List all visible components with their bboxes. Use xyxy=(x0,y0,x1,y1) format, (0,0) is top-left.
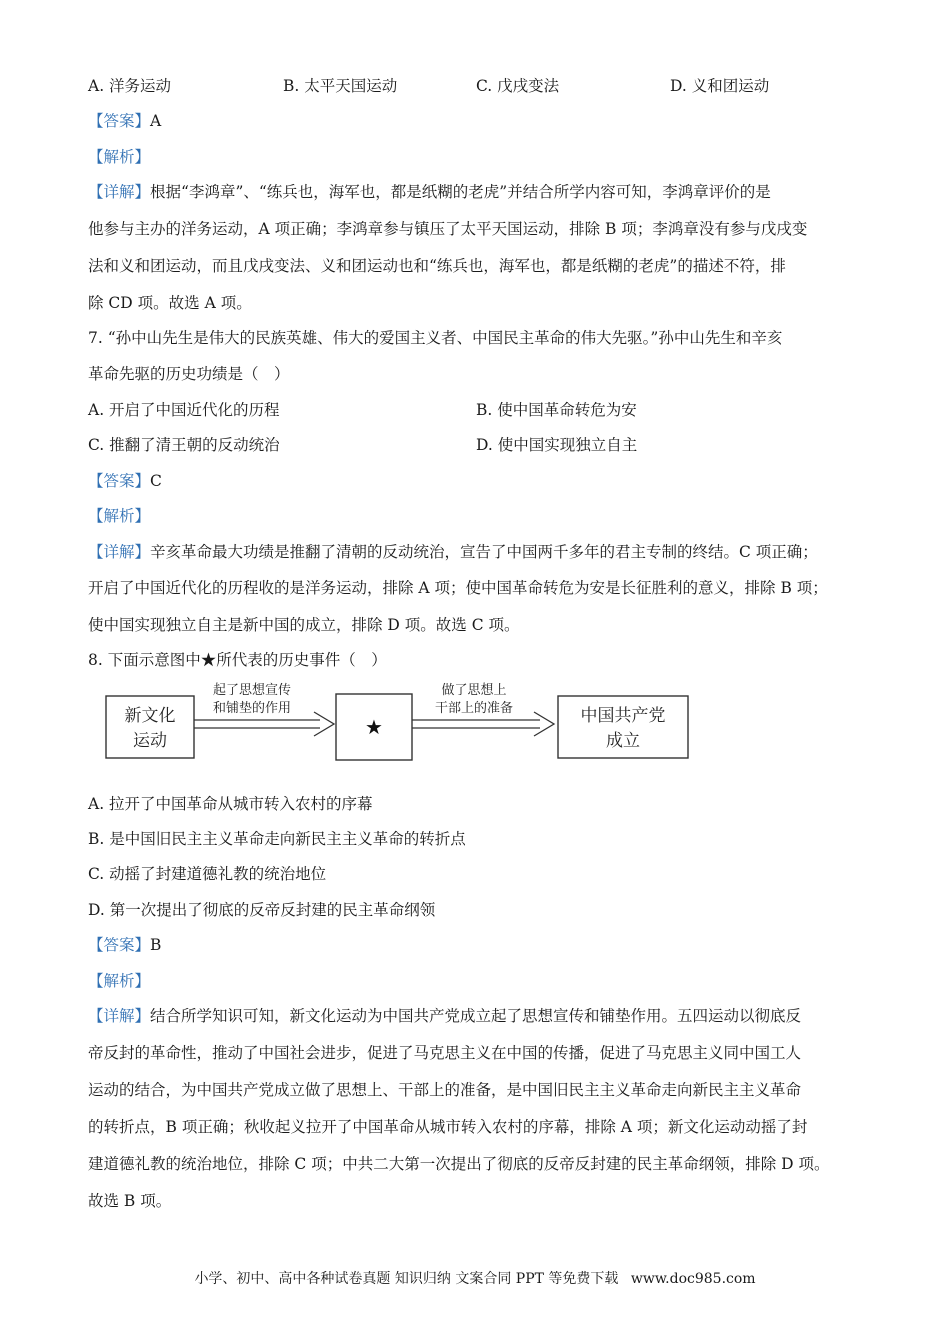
detail-tag: 【详解】 xyxy=(88,543,151,561)
answer-tag: 【答案】 xyxy=(88,472,151,490)
q8-detail-line: 【详解】结合所学知识可知，新文化运动为中国共产党成立起了思想宣传和铺垫作用。五四运动以彻底反 xyxy=(88,1007,802,1025)
detail-tag: 【详解】 xyxy=(88,1007,151,1025)
q6-option-a: A. 洋务运动 xyxy=(88,77,172,95)
q7-stem: 7. “孙中山先生是伟大的民族英雄、伟大的爱国主义者、中国民主革命的伟大先驱。”孙中山先生和辛亥 xyxy=(88,329,783,347)
q8-option-c: C. 动摇了封建道德礼教的统治地位 xyxy=(88,865,327,883)
q6-detail-line: 【详解】根据“李鸿章”、“练兵也，海军也，都是纸糊的老虎”并结合所学内容可知，李鸿章评价的是 xyxy=(88,183,771,201)
q6-option-c: C. 戊戌变法 xyxy=(476,77,560,95)
box3-line2: 成立 xyxy=(606,731,640,751)
q8-diagram xyxy=(88,676,708,776)
answer-value: B xyxy=(150,936,162,954)
q7-option-b: B. 使中国革命转危为安 xyxy=(476,401,637,419)
q6-option-d: D. 义和团运动 xyxy=(670,77,770,95)
detail-tag: 【详解】 xyxy=(88,183,151,201)
q8-detail-line: 运动的结合，为中国共产党成立做了思想上、干部上的准备，是中国旧民主主义革命走向新民主主义革命 xyxy=(88,1081,802,1099)
q7-option-d: D. 使中国实现独立自主 xyxy=(476,436,638,454)
box3-line1: 中国共产党 xyxy=(580,706,666,726)
box1-line2: 运动 xyxy=(133,731,167,751)
arrow1-label-line2: 和铺垫的作用 xyxy=(212,701,292,716)
q6-options xyxy=(88,76,878,96)
q7-option-c: C. 推翻了清王朝的反动统治 xyxy=(88,436,280,454)
arrow1-label-line1: 起了思想宣传 xyxy=(212,683,292,698)
q7-option-a: A. 开启了中国近代化的历程 xyxy=(88,401,280,419)
answer-tag: 【答案】 xyxy=(88,112,151,130)
arrow2-label-line1: 做了思想上 xyxy=(441,683,507,698)
footer-link[interactable]: www.doc985.com xyxy=(630,1271,756,1287)
q6-answer xyxy=(88,111,161,131)
q7-detail-line: 开启了中国近代化的历程收的是洋务运动，排除 A 项；使中国革命转危为安是长征胜利的意义，排除 B 项； xyxy=(88,579,828,597)
q8-option-a: A. 拉开了中国革命从城市转入农村的序幕 xyxy=(88,795,373,813)
q7-detail-line: 【详解】辛亥革命最大功绩是推翻了清朝的反动统治，宣告了中国两千多年的君主专制的终结。C 项正确； xyxy=(88,543,818,561)
answer-value: C xyxy=(150,472,162,490)
q7-stem: 革命先驱的历史功绩是（ ） xyxy=(88,365,290,383)
q7-options-row xyxy=(88,435,878,455)
q8-option-b: B. 是中国旧民主主义革命走向新民主主义革命的转折点 xyxy=(88,830,466,848)
q8-stem: 8. 下面示意图中★所代表的历史事件（ ） xyxy=(88,651,387,669)
q6-analysis-tag: 【解析】 xyxy=(88,148,151,166)
q7-answer xyxy=(88,471,162,491)
page-footer xyxy=(0,1268,950,1288)
answer-tag: 【答案】 xyxy=(88,936,151,954)
q7-analysis-tag: 【解析】 xyxy=(88,507,151,525)
q7-detail-line: 使中国实现独立自主是新中国的成立，排除 D 项。故选 C 项。 xyxy=(88,616,520,634)
q6-option-b: B. 太平天国运动 xyxy=(283,77,398,95)
q6-detail-line: 除 CD 项。故选 A 项。 xyxy=(88,294,252,312)
q8-answer xyxy=(88,935,161,955)
box1-line1: 新文化 xyxy=(124,706,176,726)
q8-detail-line: 建道德礼教的统治地位，排除 C 项；中共二大第一次提出了彻底的反帝反封建的民主革命纲领，排除 D 项。 xyxy=(88,1155,830,1173)
q6-detail-line: 他参与主办的洋务运动，A 项正确；李鸿章参与镇压了太平天国运动，排除 B 项；李鸿章没有参与戊戌变 xyxy=(88,220,808,238)
q6-detail-line: 法和义和团运动，而且戊戌变法、义和团运动也和“练兵也，海军也，都是纸糊的老虎”的描述不符，排 xyxy=(88,257,786,275)
answer-value: A xyxy=(150,112,162,130)
q8-detail-line: 的转折点，B 项正确；秋收起义拉开了中国革命从城市转入农村的序幕，排除 A 项；新文化运动动摇了封 xyxy=(88,1118,808,1136)
q7-options-row xyxy=(88,400,878,420)
star-icon: ★ xyxy=(365,715,383,739)
q8-detail-line: 帝反封的革命性，推动了中国社会进步，促进了马克思主义在中国的传播，促进了马克思主义同中国工人 xyxy=(88,1044,802,1062)
q8-option-d: D. 第一次提出了彻底的反帝反封建的民主革命纲领 xyxy=(88,901,436,919)
arrow2-label-line2: 干部上的准备 xyxy=(434,701,514,716)
footer-text: 小学、初中、高中各种试卷真题 知识归纳 文案合同 PPT 等免费下载 xyxy=(194,1271,619,1287)
q8-analysis-tag: 【解析】 xyxy=(88,972,151,990)
q8-detail-line: 故选 B 项。 xyxy=(88,1192,172,1210)
